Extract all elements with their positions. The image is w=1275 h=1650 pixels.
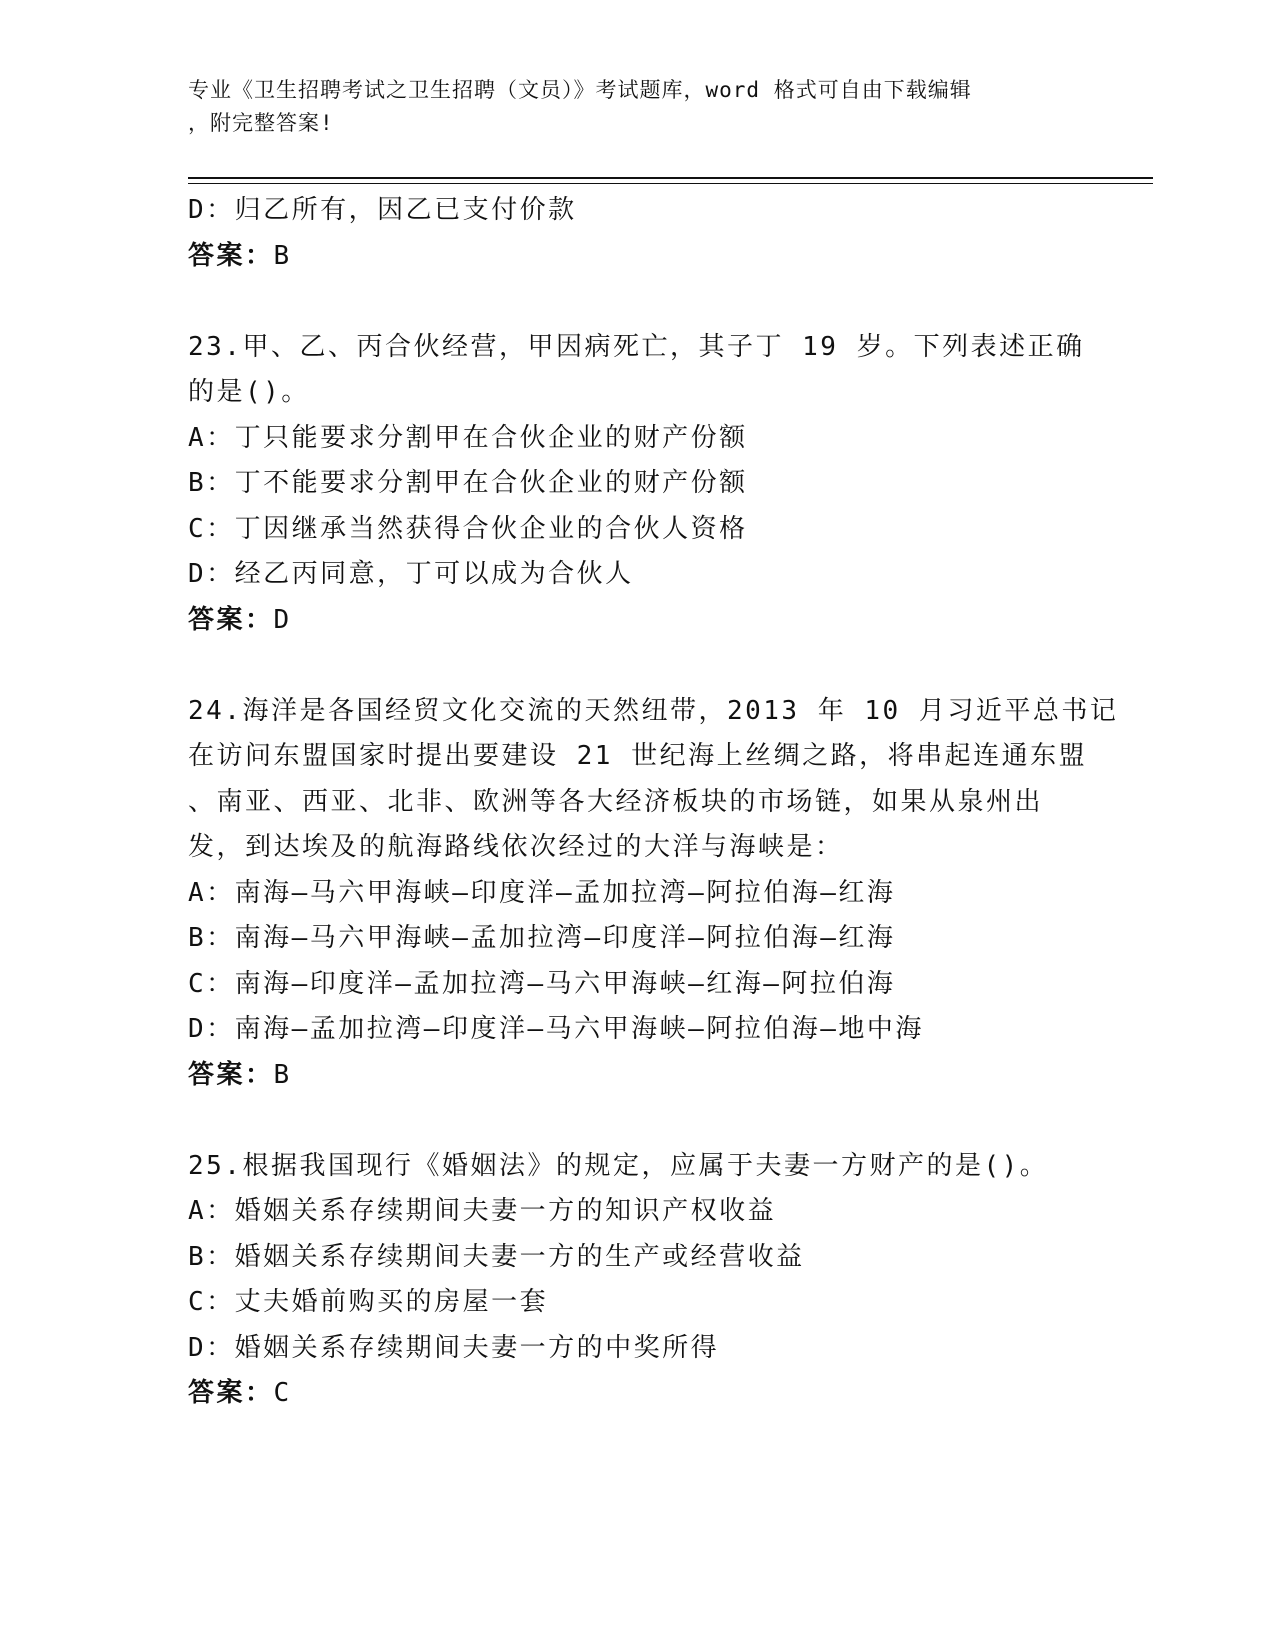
header-divider-thin — [188, 183, 1153, 184]
answer-label: 答案： — [188, 240, 274, 271]
answer-line — [188, 1371, 1088, 1417]
option-d: D：南海—孟加拉湾—印度洋—马六甲海峡—阿拉伯海—地中海 — [188, 1014, 924, 1044]
answer-value: D — [273, 604, 292, 635]
question-stem-line: 的是()。 — [188, 377, 310, 407]
option-a: A：丁只能要求分割甲在合伙企业的财产份额 — [188, 422, 748, 453]
question-stem-line: 发，到达埃及的航海路线依次经过的大洋与海峡是： — [188, 832, 844, 862]
answer-label: 答案： — [188, 1059, 274, 1090]
header-line-2: ，附完整答案! — [188, 111, 334, 135]
spacer — [188, 1098, 1088, 1144]
question-stem-line: 24.海洋是各国经贸文化交流的天然纽带，2013 年 10 月习近平总书记 — [188, 695, 1119, 726]
option-c: C：南海—印度洋—孟加拉湾—马六甲海峡—红海—阿拉伯海 — [188, 968, 896, 999]
document-header — [188, 74, 1088, 140]
option-d: D：婚姻关系存续期间夫妻一方的中奖所得 — [188, 1332, 720, 1363]
option-a: A：南海—马六甲海峡—印度洋—孟加拉湾—阿拉伯海—红海 — [188, 877, 896, 908]
option-b: B：南海—马六甲海峡—孟加拉湾—印度洋—阿拉伯海—红海 — [188, 923, 896, 953]
spacer — [188, 643, 1088, 689]
option-b: B：婚姻关系存续期间夫妻一方的生产或经营收益 — [188, 1241, 805, 1272]
option-b: B：丁不能要求分割甲在合伙企业的财产份额 — [188, 468, 748, 498]
question-stem-line: 、南亚、西亚、北非、欧洲等各大经济板块的市场链，如果从泉州出 — [188, 786, 1044, 817]
header-divider-thick — [188, 177, 1153, 179]
prev-option-d: D：归乙所有，因乙已支付价款 — [188, 195, 577, 225]
question-23 — [188, 325, 1088, 644]
option-c: C：丁因继承当然获得合伙企业的合伙人资格 — [188, 513, 748, 544]
question-stem-line: 25.根据我国现行《婚姻法》的规定，应属于夫妻一方财产的是()。 — [188, 1150, 1049, 1181]
question-25 — [188, 1144, 1088, 1417]
spacer — [188, 279, 1088, 325]
question-stem-line: 在访问东盟国家时提出要建设 21 世纪海上丝绸之路，将串起连通东盟 — [188, 741, 1088, 771]
option-c: C：丈夫婚前购买的房屋一套 — [188, 1287, 549, 1317]
answer-label: 答案： — [188, 1378, 274, 1408]
answer-value: B — [273, 240, 292, 271]
answer-value: B — [273, 1059, 292, 1090]
answer-label: 答案： — [188, 604, 274, 635]
header-line-1: 专业《卫生招聘考试之卫生招聘（文员）》考试题库，word 格式可自由下载编辑 — [188, 78, 972, 102]
option-d: D：经乙丙同意，丁可以成为合伙人 — [188, 559, 634, 589]
option-a: A：婚姻关系存续期间夫妻一方的知识产权收益 — [188, 1196, 777, 1226]
question-24 — [188, 689, 1119, 1099]
answer-value: C — [273, 1378, 292, 1408]
answer-line — [188, 598, 1088, 644]
question-stem-line: 23.甲、乙、丙合伙经营，甲因病死亡，其子丁 19 岁。下列表述正确 — [188, 331, 1085, 362]
answer-line — [188, 1053, 1088, 1099]
document-body — [188, 188, 1119, 1417]
prev-answer — [188, 234, 1088, 280]
